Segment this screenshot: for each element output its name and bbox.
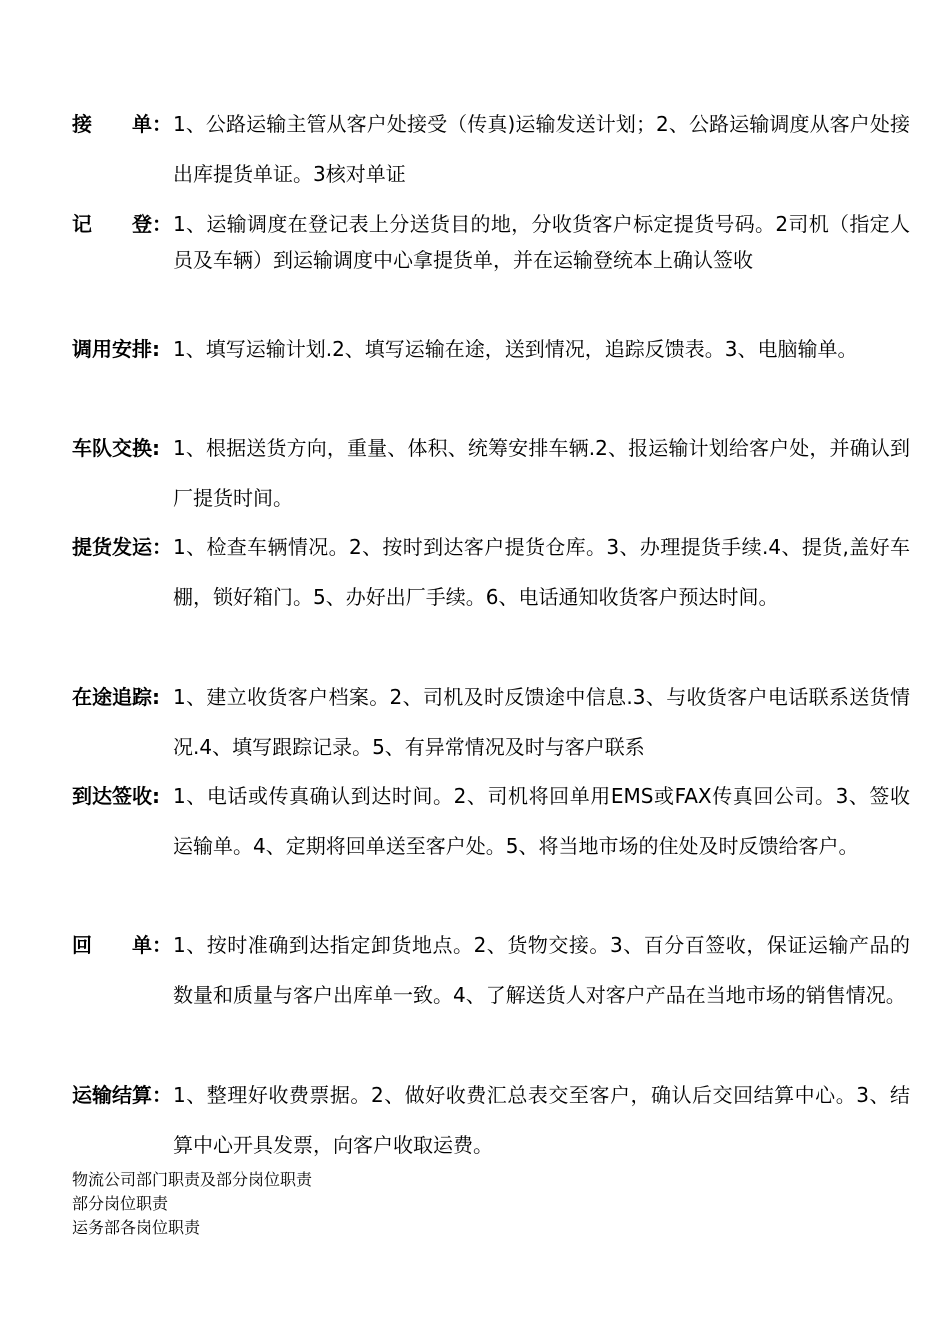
entry-label: 提货发运： bbox=[72, 535, 172, 559]
entry-arrival-signoff bbox=[72, 771, 910, 871]
entry-pickup-dispatch bbox=[72, 522, 910, 622]
footer-line: 运务部各岗位职责 bbox=[72, 1218, 201, 1237]
entry-text: 1、整理好收费票据。2、做好收费汇总表交至客户，确认后交回结算中心。3、结算中心开具发票，向客户收取运费。 bbox=[173, 1083, 910, 1157]
entry-label: 接 单： bbox=[72, 112, 172, 136]
entry-dispatch-arrangement bbox=[72, 324, 910, 374]
entry-return-receipt bbox=[72, 920, 910, 1020]
entry-label: 运输结算： bbox=[72, 1083, 172, 1107]
entry-label: 到达签收: bbox=[72, 784, 160, 808]
entry-in-transit-tracking bbox=[72, 672, 910, 772]
entry-text: 1、检查车辆情况。2、按时到达客户提货仓库。3、办理提货手续.4、提货,盖好车棚，锁好箱门。5、办好出厂手续。6、电话通知收货客户预达时间。 bbox=[173, 535, 910, 609]
entry-text: 1、公路运输主管从客户处接受（传真)运输发送计划；2、公路运输调度从客户处接出库提货单证。3核对单证 bbox=[173, 112, 910, 186]
entry-label: 车队交换: bbox=[72, 436, 160, 460]
footer-notes bbox=[72, 1168, 312, 1240]
entry-label: 记 登： bbox=[72, 212, 172, 236]
entry-text: 1、按时准确到达指定卸货地点。2、货物交接。3、百分百签收，保证运输产品的数量和质量与客户出库单一致。4、了解送货人对客户产品在当地市场的销售情况。 bbox=[173, 933, 910, 1007]
entry-text: 1、填写运输计划.2、填写运输在途，送到情况，追踪反馈表。3、电脑输单。 bbox=[173, 337, 858, 361]
entry-text: 1、根据送货方向，重量、体积、统筹安排车辆.2、报运输计划给客户处，并确认到厂提货时间。 bbox=[173, 436, 910, 510]
entry-register bbox=[72, 206, 910, 278]
entry-text: 1、电话或传真确认到达时间。2、司机将回单用EMS或FAX传真回公司。3、签收运输单。4、定期将回单送至客户处。5、将当地市场的住处及时反馈给客户。 bbox=[173, 784, 910, 858]
entry-transport-settlement bbox=[72, 1070, 910, 1170]
footer-line: 部分岗位职责 bbox=[72, 1194, 169, 1213]
entry-label: 回 单： bbox=[72, 933, 172, 957]
entry-label: 在途追踪: bbox=[72, 685, 160, 709]
entry-text: 1、运输调度在登记表上分送货目的地，分收货客户标定提货号码。2司机（指定人员及车辆）到运输调度中心拿提货单，并在运输登统本上确认签收 bbox=[173, 212, 910, 272]
entry-label: 调用安排: bbox=[72, 337, 160, 361]
footer-line: 物流公司部门职责及部分岗位职责 bbox=[72, 1170, 313, 1189]
entry-receive-order bbox=[72, 99, 910, 199]
entry-fleet-exchange bbox=[72, 423, 910, 523]
entry-text: 1、建立收货客户档案。2、司机及时反馈途中信息.3、与收货客户电话联系送货情况.4、填写跟踪记录。5、有异常情况及时与客户联系 bbox=[173, 685, 910, 759]
